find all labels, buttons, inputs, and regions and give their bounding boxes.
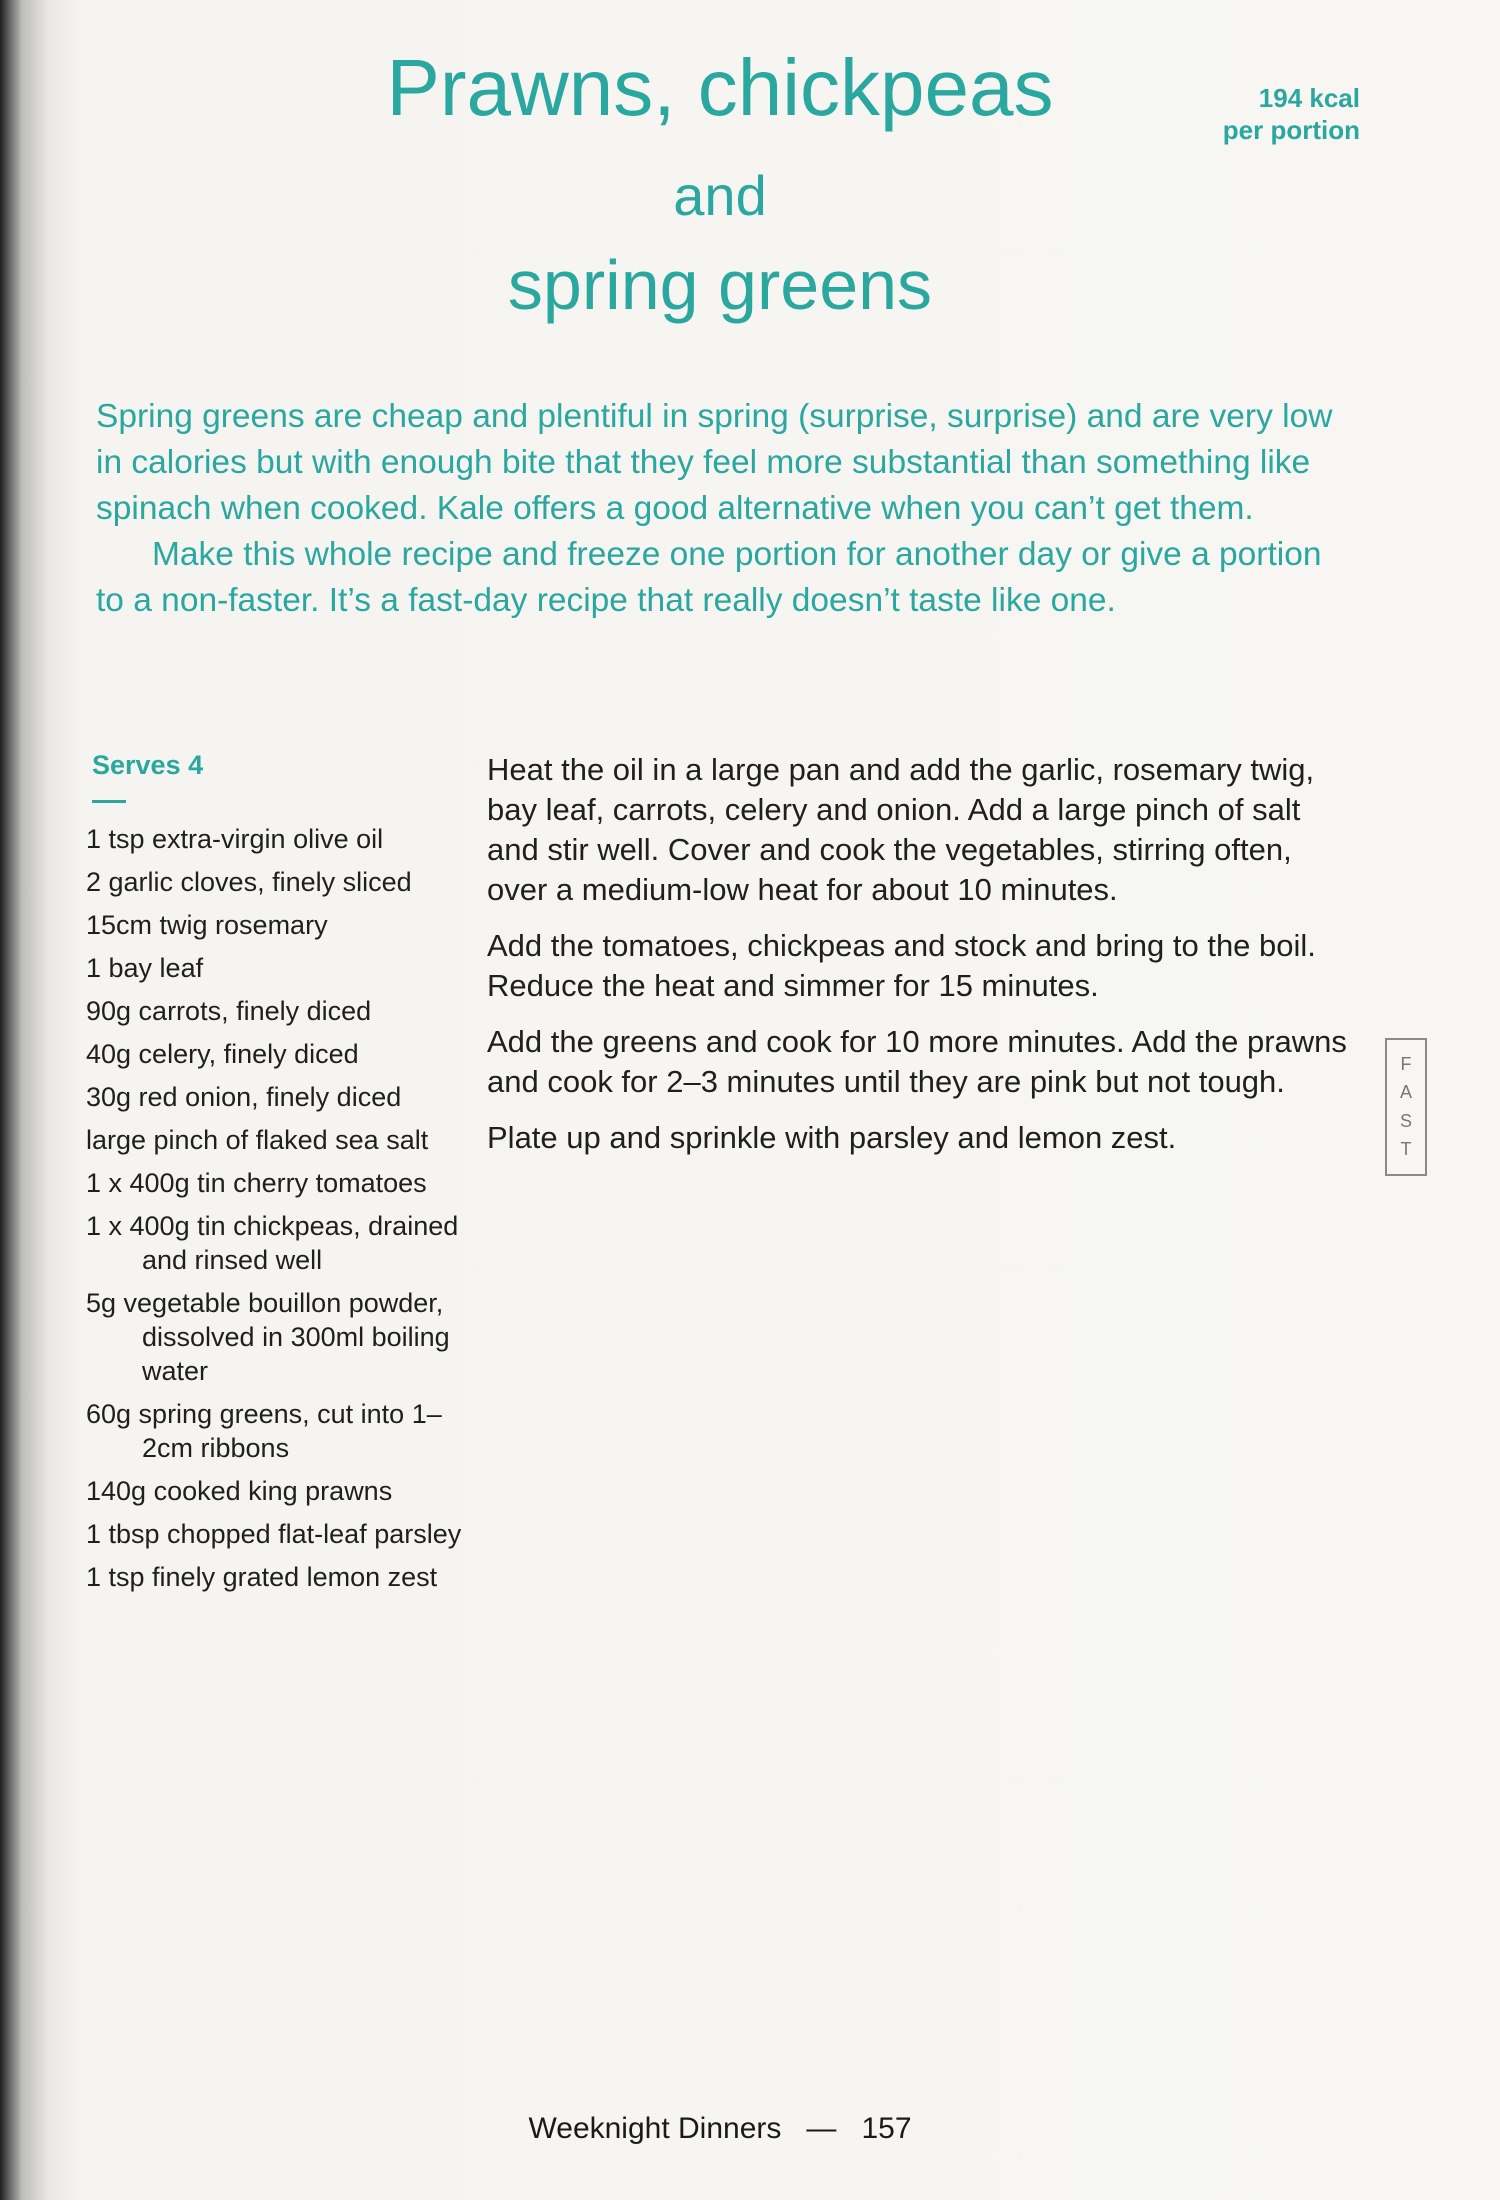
ingredient-item: 1 bay leaf bbox=[86, 953, 204, 983]
method-step: Heat the oil in a large pan and add the garlic, rosemary twig, bay leaf, carrots, celery and onion. Add a large pinch of salt and stir well. Cover and cook the vegetables, stirring often, over a medium-low heat for about 10 minutes. bbox=[487, 752, 1315, 907]
method-step: Add the tomatoes, chickpeas and stock and bring to the boil. Reduce the heat and simmer for 15 minutes. bbox=[487, 928, 1316, 1003]
fast-tab-letter: A bbox=[1399, 1082, 1412, 1103]
ingredient-item: 40g celery, finely diced bbox=[86, 1039, 359, 1069]
fast-tab-letter: T bbox=[1400, 1139, 1412, 1160]
ingredient-item: 60g spring greens, cut into 1–2cm ribbons bbox=[86, 1399, 442, 1463]
ingredient-list bbox=[86, 822, 466, 1603]
recipe-intro bbox=[96, 394, 1341, 624]
intro-paragraph: Make this whole recipe and freeze one portion for another day or give a portion to a non-faster. It’s a fast-day recipe that really doesn’t taste like one. bbox=[96, 536, 1322, 619]
method-step: Add the greens and cook for 10 more minutes. Add the prawns and cook for 2–3 minutes until they are pink but not tough. bbox=[487, 1024, 1347, 1099]
ingredient-item: 1 x 400g tin cherry tomatoes bbox=[86, 1168, 427, 1198]
fast-tab-letter: S bbox=[1399, 1110, 1412, 1131]
method-steps bbox=[487, 750, 1357, 1174]
ingredient-item: 140g cooked king prawns bbox=[86, 1476, 393, 1506]
recipe-title-line3: spring greens bbox=[507, 246, 933, 324]
page-footer bbox=[0, 2112, 1440, 2146]
recipe-title-conjunction: and bbox=[673, 164, 767, 227]
calorie-value: 194 kcal bbox=[1258, 83, 1360, 113]
fast-tab-letter: F bbox=[1400, 1053, 1412, 1074]
ingredient-item: 1 x 400g tin chickpeas, drained and rinsed well bbox=[86, 1211, 459, 1275]
serves-label: Serves 4 bbox=[92, 750, 204, 780]
calorie-unit: per portion bbox=[1222, 115, 1360, 145]
fast-tab-marker bbox=[1385, 1038, 1427, 1176]
ingredient-item: 1 tbsp chopped flat-leaf parsley bbox=[86, 1519, 462, 1549]
footer-separator: — bbox=[806, 2112, 837, 2145]
page-number: 157 bbox=[861, 2112, 912, 2145]
ingredient-item: 5g vegetable bouillon powder, dissolved in 300ml boiling water bbox=[86, 1288, 450, 1386]
ingredient-item: 2 garlic cloves, finely sliced bbox=[86, 867, 412, 897]
recipe-title-line1: Prawns, chickpeas bbox=[386, 43, 1054, 132]
ingredient-item: large pinch of flaked sea salt bbox=[86, 1125, 429, 1155]
intro-paragraph: Spring greens are cheap and plentiful in spring (surprise, surprise) and are very low in calories but with enough bite that they feel more substantial than something like spinach when cooked. Kale offers a good alternative when you can’t get them. bbox=[96, 398, 1333, 527]
calorie-badge bbox=[1190, 82, 1360, 146]
method-step: Plate up and sprinkle with parsley and lemon zest. bbox=[487, 1120, 1177, 1155]
ingredient-item: 90g carrots, finely diced bbox=[86, 996, 372, 1026]
ingredient-item: 15cm twig rosemary bbox=[86, 910, 328, 940]
ingredient-item: 30g red onion, finely diced bbox=[86, 1082, 402, 1112]
serves-divider bbox=[92, 800, 126, 803]
ingredient-item: 1 tsp finely grated lemon zest bbox=[86, 1562, 438, 1592]
ingredient-item: 1 tsp extra-virgin olive oil bbox=[86, 824, 384, 854]
footer-section: Weeknight Dinners bbox=[528, 2112, 782, 2145]
